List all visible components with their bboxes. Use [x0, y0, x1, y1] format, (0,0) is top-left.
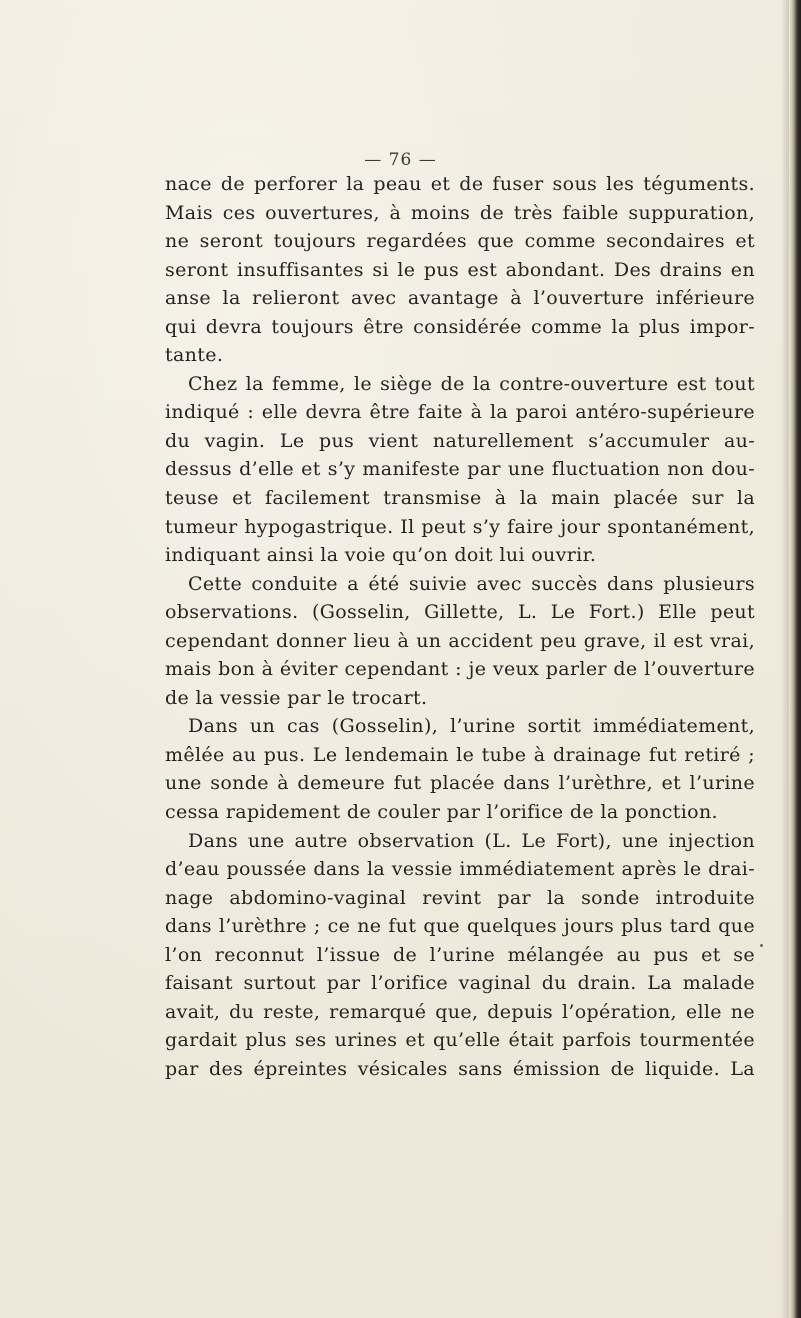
text-line: Mais ces ouvertures, à moins de très faible suppuration,: [165, 201, 755, 224]
text-line: cessa rapidement de couler par l’orifice de la ponction.: [165, 801, 718, 824]
text-line: nage abdomino-vaginal revint par la sonde introduite: [165, 886, 755, 909]
text-line: anse la relieront avec avantage à l’ouverture inférieure: [165, 287, 755, 310]
paper-speck: [760, 944, 763, 947]
text-line: avait, du reste, remarqué que, depuis l’opération, elle ne: [165, 1000, 755, 1023]
text-line: tante.: [165, 344, 224, 367]
body-text: [165, 170, 755, 1084]
text-line: indiqué : elle devra être faite à la paroi antéro-supérieure: [165, 401, 755, 424]
text-line: ne seront toujours regardées que comme secondaires et: [165, 230, 755, 253]
text-line: par des épreintes vésicales sans émission de liquide. La: [165, 1057, 755, 1080]
text-line: observations. (Gosselin, Gillette, L. Le Fort.) Elle peut: [165, 601, 755, 624]
text-line: Cette conduite a été suivie avec succès dans plusieurs: [188, 572, 755, 595]
text-line: faisant surtout par l’orifice vaginal du drain. La malade: [165, 972, 755, 995]
text-line: gardait plus ses urines et qu’elle était parfois tourmentée: [165, 1029, 755, 1052]
text-line: mêlée au pus. Le lendemain le tube à drainage fut retiré ;: [165, 743, 755, 766]
text-line: seront insuffisantes si le pus est abondant. Des drains en: [165, 258, 755, 281]
text-line: mais bon à éviter cependant : je veux parler de l’ouverture: [165, 658, 755, 681]
book-binding-edge: [789, 0, 801, 1318]
text-line: l’on reconnut l’issue de l’urine mélangée au pus et se: [165, 943, 755, 966]
text-line: d’eau poussée dans la vessie immédiatement après le drai-: [165, 858, 755, 881]
text-line: de la vessie par le trocart.: [165, 686, 428, 709]
page-number: — 76 —: [364, 150, 437, 170]
text-line: indiquant ainsi la voie qu’on doit lui ouvrir.: [165, 544, 597, 567]
text-line: nace de perforer la peau et de fuser sous les téguments.: [165, 173, 755, 195]
text-line: qui devra toujours être considérée comme la plus impor-: [165, 315, 755, 338]
page-edge-shadow: [781, 0, 789, 1318]
text-line: Dans un cas (Gosselin), l’urine sortit immédiatement,: [188, 715, 755, 738]
text-line: dessus d’elle et s’y manifeste par une fluctuation non dou-: [165, 458, 755, 481]
text-line: une sonde à demeure fut placée dans l’urèthre, et l’urine: [165, 772, 755, 795]
text-line: cependant donner lieu à un accident peu grave, il est vrai,: [165, 629, 755, 652]
text-line: dans l’urèthre ; ce ne fut que quelques jours plus tard que: [165, 915, 755, 938]
text-line: Chez la femme, le siège de la contre-ouverture est tout: [188, 372, 755, 395]
text-line: tumeur hypogastrique. Il peut s’y faire jour spontanément,: [165, 515, 755, 538]
text-line: du vagin. Le pus vient naturellement s’accumuler au-: [165, 429, 755, 452]
text-line: teuse et facilement transmise à la main placée sur la: [165, 487, 755, 510]
text-line: Dans une autre observation (L. Le Fort), une injection: [188, 829, 755, 852]
